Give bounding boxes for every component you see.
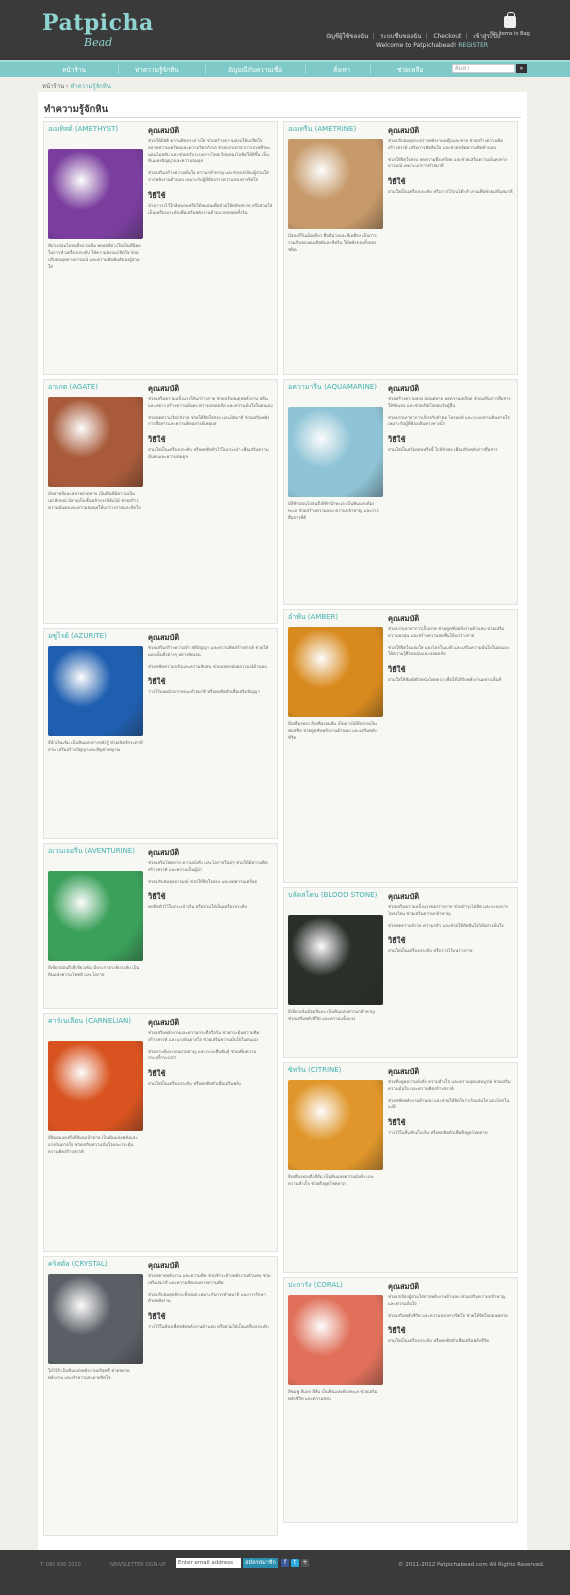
gem-description: สีชมพู สีแดง สีส้ม เป็นหินแห่งท้องทะเล ช่วยเสริมพลังชีวิต และความสงบ [288, 1390, 378, 1402]
gem-properties: ช่วยเสริมพลังงานและความกระตือรือร้น ช่วยกระตุ้นความคิดสร้างสรรค์ และแรงบันดาลใจ ช่วยเสริมความมั่นใจในตนเอง [148, 1031, 260, 1043]
gem-usage: พกติดตัวไว้ในกระเป๋าเงิน หรือสวมใส่เป็นเครื่องประดับ [148, 905, 248, 911]
welcome-text: Welcome to Patpichabead! [376, 42, 457, 49]
usage-heading: วิธีใช้ [388, 1326, 406, 1336]
nav-item-gem-knowledge[interactable]: ท่าความรู้จักหิน [135, 66, 179, 74]
usage-heading: วิธีใช้ [148, 190, 166, 200]
properties-heading: คุณสมบัติ [388, 126, 420, 135]
gem-properties: ช่วยปกป้องผู้สวมใส่จากพลังงานด้านลบ ช่วยเสริมความกล้าหาญ และความมั่นใจ [388, 1295, 506, 1307]
gem-description: สีน้ำเงินเข้ม เป็นหินแห่งการหยั่งรู้ ช่วยเปิดจักระตาที่สาม เสริมสร้างปัญญาและสัญชาตญาณ [48, 741, 143, 753]
gem-card [43, 628, 278, 839]
gem-name[interactable]: อเมทรีน (AMETRINE) [288, 125, 357, 133]
gem-card [283, 887, 518, 1058]
gem-name[interactable]: ซิทริน (CITRINE) [288, 1066, 342, 1074]
gem-description: สีเหลืองทองถึงสีส้ม เป็นหินแห่งความมั่งคั่ง และความสำเร็จ ช่วยดึงดูดโชคลาภ [288, 1175, 375, 1187]
nav-item-order[interactable]: สั่งเท่า [333, 66, 351, 74]
gem-usage: วางไว้ในลิ้นชักเก็บเงิน หรือพกติดตัวเพื่อดึงดูดโชคลาภ [388, 1131, 488, 1137]
gem-card [283, 1277, 518, 1523]
gem-properties-extra: ช่วยลดความวิตกกังวล ช่วยให้จิตใจสงบ และมีสมาธิ ช่วยเสริมพลังการสื่อสารและความคิดอย่างมีเหตุผล [148, 415, 270, 428]
share-icon[interactable]: + [302, 1559, 308, 1566]
logo-subtext: Bead [84, 36, 113, 49]
main-nav [0, 60, 570, 77]
gem-image[interactable] [288, 407, 383, 497]
gem-usage: นำมาวางไว้ใกล้หมอนหรือใต้หมอนเพื่อช่วยให้หลับสบาย หรือสวมใส่เป็นเครื่องประดับเพื่อเสริมพลังงานด้านบวกตลอดทั้งวัน [148, 203, 273, 216]
properties-heading: คุณสมบัติ [388, 892, 420, 901]
gem-properties-extra: ช่วยให้จิตใจสงบ ลดความตึงเครียด และช่วยเสริมความมั่นคงทางอารมณ์ เหมาะแก่การทำสมาธิ [388, 157, 508, 170]
gem-properties: ช่วยให้มีสติ ความคิดกระจ่างใส ช่วยสร้างความสงบให้แก่จิตใจ คลายความเครียดและความวิตกกังวล ช่วยบรรเทาอาการปวดศีรษะ นอนไม่หลับ และช่วยปรับระบบการไหลเวียนของโลหิตให้ดีขึ้น เป็นหินแห่งปัญญาและความสมดุล [148, 139, 271, 165]
gem-image[interactable] [288, 915, 383, 1005]
cart-status: No items in Bag [490, 31, 530, 37]
gem-card [283, 609, 518, 883]
properties-heading: คุณสมบัติ [148, 384, 180, 393]
gem-card [43, 121, 278, 375]
gem-image[interactable] [48, 397, 143, 487]
gem-properties: ช่วยเสริมความแข็งแรงให้แก่ร่างกาย ช่วยปรับสมดุลพลังงาน หยินและหยาง สร้างความมั่นคง ความปลอดภัย และความมั่นใจในตนเอง [148, 397, 273, 409]
gem-properties-extra: ช่วยให้จิตใจแจ่มใส มองโลกในแง่ดี และเสริมความมั่นใจในตนเอง ให้ความรู้สึกอบอุ่นและปลอดภัย [388, 645, 509, 658]
gem-description: ใสไร้สี เป็นหินแห่งพลังงานบริสุทธิ์ ช่วยขยายพลังงาน และทำความสะอาดจิตใจ [48, 1369, 130, 1381]
gem-properties-extra: ช่วยปรับสมดุลอารมณ์ ช่วยให้จิตใจสงบ และลดความเครียด [148, 879, 258, 885]
my-orders-link[interactable]: ระบบชื่นของฉัน [380, 33, 422, 40]
usage-heading: วิธีใช้ [148, 1312, 166, 1322]
gem-description: สีเขียวอ่อนถึงสีเขียวเข้ม มีประกายระยิบระยับ เป็นหินแห่งความโชคดี และโอกาส [48, 966, 140, 978]
gem-properties: ช่วยขยายพลังงาน และความคิด ช่วยชำระล้างพลังงานด้านลบ ช่วยเสริมสมาธิ และความชัดเจนทางความคิด [148, 1274, 271, 1286]
nav-item-shop[interactable]: หน้าร้าน [62, 66, 86, 74]
bag-icon [504, 16, 516, 28]
gem-name[interactable]: คริสตัล (CRYSTAL) [48, 1260, 108, 1268]
gem-description: สีเหลืองทอง สีเหลืองอมส้ม เป็นยางไม้ที่กลายเป็นฟอสซิล ช่วยดูดซับพลังงานด้านลบ และเสริมพลังชีวิต [288, 722, 377, 741]
properties-heading: คุณสมบัติ [148, 848, 180, 857]
facebook-icon[interactable]: f [281, 1559, 289, 1567]
properties-heading: คุณสมบัติ [148, 126, 180, 135]
gem-usage: วางไว้ในห้องเพื่อขจัดพลังงานด้านลบ หรือสวมใส่เป็นเครื่องประดับ [148, 1325, 269, 1331]
gem-properties-extra: ช่วยปรับสมดุลจักระทั้งหมด เหมาะกับการทำสมาธิ และการรักษาด้วยพลังงาน [148, 1292, 266, 1305]
gem-name[interactable]: อเวนเจอรีน (AVENTURINE) [48, 847, 136, 855]
gem-properties-extra: ช่วยลดความกังวล ความกลัว และช่วยให้ตัดสินใจได้อย่างมั่นใจ [388, 923, 504, 929]
gem-usage: สวมใส่เป็นเครื่องประดับ หรือพกติดตัวเพื่อเสริมพลัง [148, 1082, 241, 1088]
properties-heading: คุณสมบัติ [388, 1067, 420, 1076]
main-content [38, 92, 527, 1550]
gem-properties: ช่วยเสริมโชคลาภ ความมั่งคั่ง และโอกาสใหม่ๆ ช่วยให้มีความคิดสร้างสรรค์ และความเป็นผู้นำ [148, 861, 268, 873]
gem-name[interactable]: อาเกต (AGATE) [48, 383, 99, 391]
gem-image[interactable] [288, 627, 383, 717]
usage-heading: วิธีใช้ [388, 665, 406, 675]
gem-card [283, 379, 518, 605]
gem-image[interactable] [48, 149, 143, 239]
gem-image[interactable] [288, 139, 383, 229]
properties-heading: คุณสมบัติ [388, 1282, 420, 1291]
gem-description: มีสองสีในเม็ดเดียว คือสีม่วงและสีเหลือง เป็นการรวมกันของอเมทิสต์และซิทริน ให้พลังของทั้งสองชนิด [288, 234, 377, 253]
gem-properties: ช่วยปรับสมดุลระหว่างพลังงานหญิงและชาย ช่วยสร้างความคิดสร้างสรรค์ เสริมการตัดสินใจ และช่วยขจัดความคิดด้านลบ [388, 139, 503, 151]
gem-name[interactable]: อความารีน (AQUAMARINE) [288, 383, 378, 391]
gem-name[interactable]: ปะการัง (CORAL) [288, 1281, 343, 1289]
usage-heading: วิธีใช้ [388, 435, 406, 445]
gem-card [43, 1013, 278, 1252]
gem-name[interactable]: อซูไรต์ (AZURITE) [48, 632, 107, 640]
gem-usage: สวมใส่เป็นเครื่องประดับ หรือพกติดตัวไว้ในกระเป๋า เพื่อเสริมความมั่นคงและความสมดุล [148, 448, 269, 460]
gem-usage: สวมใส่เป็นเครื่องประดับ หรือวางไว้บนโต๊ะทำงานเพื่อช่วยเสริมสมาธิ [388, 190, 513, 196]
gem-usage: สวมใส่เป็นเครื่องประดับ หรือวางไว้บนร่างกาย [388, 949, 473, 955]
gem-properties: ช่วยเสริมสร้างความจำ สติปัญญา และความคิดสร้างสรรค์ ช่วยให้มองเห็นสิ่งต่างๆ อย่างชัดเจน [148, 646, 269, 658]
twitter-icon[interactable]: t [291, 1559, 299, 1567]
header [0, 0, 570, 60]
gem-properties-extra: ช่วยขจัดพลังงานด้านลบ และช่วยให้จิตใจร่าเริงแจ่มใส มองโลกในแง่ดี [388, 1098, 510, 1111]
footer [0, 1550, 570, 1595]
gem-properties-extra: ช่วยกระตุ้นระบบเผาผลาญ และระบบสืบพันธุ์ ช่วยเพิ่มความกระปรี้กระเปร่า [148, 1049, 257, 1062]
logo-text: Patpicha [42, 10, 154, 36]
gem-card [43, 379, 278, 624]
gem-usage: วางไว้บนหน้าผากขณะทำสมาธิ หรือพกติดตัวเพื่อเสริมปัญญา [148, 690, 260, 696]
gem-usage: สวมใส่เป็นสร้อยคอหรือจี้ ใกล้ลำคอ เพื่อเสริมพลังการสื่อสาร [388, 448, 498, 454]
properties-heading: คุณสมบัติ [148, 1261, 180, 1270]
gem-description: สีเขียวเข้มมีจุดสีแดง เป็นหินแห่งความกล้าหาญ ช่วยเสริมพลังชีวิต และความแข็งแรง [288, 1010, 375, 1022]
register-link[interactable]: REGISTER [458, 42, 489, 49]
gem-description: มีสีฟ้าอ่อนไปจนถึงสีฟ้าน้ำทะเล เป็นหินแห่งท้องทะเล ช่วยสร้างความสงบ ความกล้าหาญ และการสื่อสารที่ดี [288, 502, 379, 521]
gem-usage: สวมใส่เป็นเครื่องประดับ หรือพกติดตัวเพื่อเสริมพลังชีวิต [388, 1339, 490, 1345]
gem-properties-extra: ช่วยขจัดความกลัวและความสับสน ช่วยปลดปล่อยอารมณ์ด้านลบ [148, 664, 267, 670]
breadcrumb-current: ทำความรู้จักหิน [70, 83, 111, 90]
usage-heading: วิธีใช้ [148, 892, 166, 902]
gem-name[interactable]: บลัดสโตน (BLOOD STONE) [288, 891, 378, 899]
gem-name[interactable]: คาร์เนเลียน (CARNELIAN) [48, 1017, 131, 1025]
gem-image[interactable] [288, 1295, 383, 1385]
gem-usage: สวมใส่ให้สัมผัสผิวหนังโดยตรง เพื่อให้ได้รับพลังงานอย่างเต็มที่ [388, 678, 502, 684]
gem-card [283, 121, 518, 375]
properties-heading: คุณสมบัติ [388, 384, 420, 393]
usage-heading: วิธีใช้ [148, 435, 166, 445]
properties-heading: คุณสมบัติ [148, 1018, 180, 1027]
gem-name[interactable]: อำพัน (AMBER) [288, 613, 339, 621]
breadcrumb: หน้าร้าน › ทำความรู้จักหิน [42, 83, 111, 90]
gem-properties-extra: ช่วยเสริมพลังชีวิต และความสงบทางจิตใจ ช่วยให้จิตใจผ่อนคลาย [388, 1313, 508, 1319]
gem-description: สีส้มอมแดงถึงสีส้มอมน้ำตาล เป็นหินแห่งพลังและแรงบันดาลใจ ช่วยเสริมความมั่นใจและกระตุ้นความคิดสร้างสรรค์ [48, 1136, 138, 1155]
gem-properties: ช่วยเสริมความแข็งแรงของร่างกาย ช่วยบำรุงโลหิต และระบบการไหลเวียน ช่วยเสริมความกล้าหาญ [388, 905, 509, 917]
login-link[interactable]: เข้าสู่ระบบ [473, 33, 501, 40]
nav-item-gem-beliefs[interactable]: อัญมณีกับความเชื่อ [228, 66, 283, 74]
gem-image[interactable] [48, 1274, 143, 1364]
search-button[interactable]: » [516, 64, 527, 73]
gem-properties: ช่วยสร้างความสงบ ผ่อนคลาย ลดความเครียด ช่วยเสริมการสื่อสารให้ชัดเจน และช่วยเปิดใจยอมรับผู้อื่น [388, 397, 511, 409]
usage-heading: วิธีใช้ [388, 1118, 406, 1128]
nav-item-help[interactable]: ช่วยเหลือ [397, 66, 424, 74]
gem-image[interactable] [288, 1080, 383, 1170]
cart[interactable] [485, 16, 535, 37]
usage-heading: วิธีใช้ [148, 677, 166, 687]
gem-properties: ช่วยบรรเทาอาการเจ็บปวด ช่วยดูดซับพลังงานด้านลบ ช่วยเสริมความอบอุ่น และสร้างความสดชื่นให้แก่ร่างกาย [388, 627, 505, 639]
gem-properties-extra: ช่วยเสริมสร้างความมั่นใจ ความกล้าหาญ และช่วยปกป้องผู้สวมใส่จากพลังงานด้านลบ เหมาะกับผู้ที่ต้องการความสงบทางจิตใจ [148, 171, 269, 183]
checkout-link[interactable]: Checkout [433, 33, 462, 40]
usage-heading: วิธีใช้ [388, 936, 406, 946]
gem-card [43, 1256, 278, 1536]
gem-description: ซีม่วงอ่อนไปจนถึงม่วงเข้ม พลอยสีม่วงใสเป็นที่นิยมในการทำเครื่องประดับ ให้ความสงบแก่จิตใจ ช่วยปรับสมดุลทางอารมณ์ และความสัมพันธ์ของผู้สวมใส่ [48, 244, 141, 270]
gem-image[interactable] [48, 646, 143, 736]
page-title: ทำความรู้จักหิน [44, 104, 109, 115]
gem-card [283, 1062, 518, 1273]
gem-properties: ช่วยดึงดูดความมั่งคั่ง ความสำเร็จ และความอุดมสมบูรณ์ ช่วยเสริมความมั่นใจ และความคิดสร้างสรรค์ [388, 1080, 511, 1092]
gem-card [43, 843, 278, 1009]
gem-image[interactable] [48, 871, 143, 961]
copyright: © 2011-2012 Patpichabead.com All Rights Reserved. [398, 1562, 545, 1568]
gem-description: มีหลายสีและหลายลวดลาย เป็นหินที่มีความเป็นเอกลักษณ์ มีลายเป็นชั้นคล้ายวงปีต้นไม้ ช่วยสร้างความมั่นคงและความสมดุลให้แก่ร่างกายและจิตใจ [48, 492, 141, 511]
breadcrumb-home[interactable]: หน้าร้าน [42, 83, 65, 90]
welcome-message [376, 42, 488, 49]
subscribe-button[interactable]: สมัครสมาชิก [243, 1558, 278, 1568]
gem-image[interactable] [48, 1041, 143, 1131]
newsletter-email-input[interactable]: Enter email address [176, 1558, 241, 1568]
search-input[interactable]: ค้นหา [452, 64, 515, 73]
top-links: บัญชีผู้ใช้ของฉัน | ระบบชื่นของฉัน | Checkout | เข้าสู่ระบบ [326, 33, 501, 40]
usage-heading: วิธีใช้ [388, 177, 406, 187]
my-account-link[interactable]: บัญชีผู้ใช้ของฉัน [326, 33, 369, 40]
properties-heading: คุณสมบัติ [388, 614, 420, 623]
footer-phone: T: 080 830 2020 [40, 1562, 81, 1568]
gem-name[interactable]: อเมทิสต์ (AMETHYST) [48, 125, 119, 133]
usage-heading: วิธีใช้ [148, 1069, 166, 1079]
newsletter-label: NEWSLETTER SIGN-UP [110, 1562, 166, 1568]
properties-heading: คุณสมบัติ [148, 633, 180, 642]
logo[interactable] [42, 10, 154, 49]
gem-properties-extra: ช่วยบรรเทาอาการเกี่ยวกับลำคอ ไทรอยด์ และระบบทางเดินหายใจ เหมาะกับผู้ที่ต้องเดินทางทางน้ำ [388, 415, 510, 428]
